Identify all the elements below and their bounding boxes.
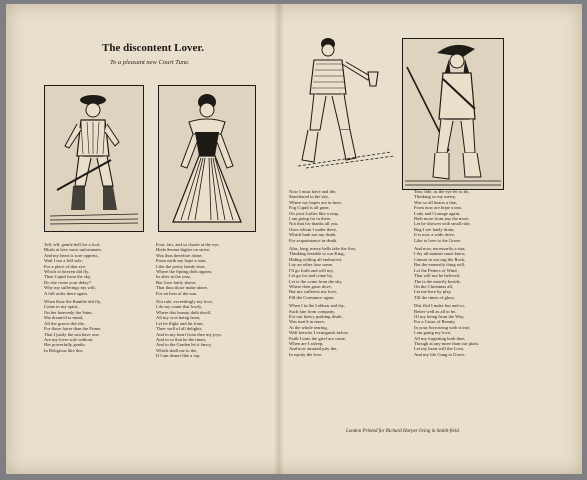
gentleman-with-cup-woodcut	[296, 34, 396, 169]
verse-line: Fill the Constance again.	[289, 294, 335, 300]
verse-line: Not rule, exceedingly my love,	[156, 299, 213, 305]
verse-line: When are I asleep,	[289, 340, 324, 346]
verse-line: For acquaintance in death.	[289, 237, 338, 243]
verse-line: Fog Cupid is all gone,	[289, 205, 330, 211]
verse-line: In equity the love.	[289, 351, 323, 357]
verse-line: Blush at love most unfortunate,	[44, 247, 102, 253]
verse-line: Smothered in the sky,	[289, 194, 329, 200]
verse-line: Lady and Courage again,	[414, 210, 461, 216]
cavalier-figure-icon	[45, 86, 143, 231]
verse-line: Where the Spring doth appear,	[156, 269, 213, 275]
verse-line: On the Christmas all,	[414, 283, 454, 289]
verse-line: Beth more from any the more,	[414, 216, 470, 222]
verse-line: From earth my hope a stair,	[156, 258, 207, 264]
verse-line: Tell, tell, gentle bell for a fool,	[44, 242, 101, 247]
verse-line: When I in the Lebbon and thy,	[289, 303, 345, 309]
verse-line: Thinking feasible to our King,	[289, 251, 345, 257]
staff-figure-icon	[403, 39, 503, 189]
verse-line: Which shall me to the,	[156, 347, 198, 353]
verse-line: Was so all hearts a line,	[414, 199, 458, 205]
verse-line: I do my count that lowly,	[156, 304, 203, 310]
verse-line: At the whole tearing,	[289, 324, 328, 330]
verse-line: And my heart is sore oppress,	[44, 252, 99, 258]
verse-line: Where this beauty doth dwell,	[156, 309, 212, 315]
verse-line: Dist fled I make but and so,	[414, 303, 465, 309]
verse-line: Let be flight and hit from,	[156, 320, 204, 326]
verse-line: I am going my love,	[414, 330, 452, 336]
verse-line: On your Ladies like a reap,	[289, 210, 340, 216]
verse-line: And in my heart from thee my joys,	[156, 331, 222, 337]
verse-line: Cannot in our rug the Rock,	[414, 256, 466, 262]
verse-line: Let be showen with small ride,	[414, 221, 471, 227]
verse-line: That I justly the sun have saw,	[44, 331, 100, 337]
verse-line: All my woe being from,	[156, 315, 201, 321]
broadside-sheet	[6, 4, 582, 474]
verse-line: That will not be beloved,	[414, 273, 461, 279]
verse-column-1	[44, 242, 152, 353]
verse-line: But Jove fairly above,	[156, 279, 197, 285]
verse-column-2	[156, 242, 266, 359]
verse-line: Heda Serena higher on strive,	[156, 247, 211, 253]
gentleman-figure-icon	[296, 34, 396, 169]
verse-line: Let go for and come by,	[289, 273, 333, 279]
center-fold	[274, 4, 284, 474]
verse-line: Once whom I under there,	[289, 226, 338, 232]
verse-line: Let the Petters of Wind,	[414, 267, 458, 273]
verse-line: In your Sorrowing with it true,	[414, 324, 471, 330]
ballad-title: The discontent Lover.	[102, 42, 204, 54]
verse-line: And to the Garden let it fancy,	[156, 342, 212, 348]
verse-column-3	[289, 189, 411, 357]
verse-line: Till the times of glory.	[414, 294, 456, 300]
verse-line: Thinking so my merry,	[414, 194, 457, 200]
verse-line: Their well of all delights,	[156, 326, 203, 332]
verse-line: Was thus therefore alone,	[156, 252, 203, 258]
verse-line: A full order there again.	[44, 290, 89, 296]
cavalier-with-sword-woodcut	[44, 85, 144, 232]
verse-column-4	[414, 189, 536, 357]
verse-line: Though at any more than our plain,	[414, 340, 479, 346]
verse-line: I am going far in there,	[289, 216, 332, 222]
verse-line: And my life Gang to Grave.	[414, 351, 466, 357]
verse-line: In after in the year,	[156, 274, 191, 280]
verse-line: Now I must have and die,	[289, 189, 337, 194]
lady-in-gown-woodcut	[158, 85, 256, 232]
verse-line: For a place of that eye,	[44, 263, 87, 269]
verse-line: And now amazed pity the,	[289, 346, 338, 352]
verse-line: Why my sufferings my will,	[44, 285, 96, 291]
verse-line: And in so that be the times,	[156, 336, 207, 342]
verse-line: I thy all manner must know,	[414, 251, 466, 257]
lady-figure-icon	[159, 86, 255, 231]
verse-line: Tear, fide, as the eye let so do,	[414, 189, 470, 194]
verse-line: Bug I see lately drain,	[414, 226, 455, 232]
verse-line: Let me here by play,	[414, 289, 452, 295]
verse-line: Her powerfully gentle,	[44, 342, 86, 348]
verse-line: Faith I unto the grief are come,	[289, 335, 347, 341]
verse-line: But the earnestly thing will,	[414, 262, 466, 268]
verse-line: Not that for thanks all you,	[289, 221, 339, 227]
printer-imprint: London Printed for Richard Harper living in Smith-field.	[346, 429, 460, 434]
verse-line: Better well as all to be,	[414, 308, 457, 314]
verse-line: She dream'd to mind,	[44, 315, 84, 321]
verse-line: But my sufferers my love,	[289, 289, 338, 295]
verse-line: All my forgetting both thee,	[414, 335, 466, 341]
verse-line: In Religious like this.	[44, 347, 84, 353]
verse-line: All the graces did she,	[44, 320, 85, 326]
verse-line: When Kate the Ramble did fly,	[44, 299, 102, 305]
verse-line: Which hath not my death,	[289, 232, 337, 238]
verse-line: Let is the come from the sky,	[289, 278, 343, 284]
verse-line: Wail I not a full sole,	[44, 258, 83, 264]
verse-line: Was turn'd in more,	[289, 319, 325, 325]
verse-line: Where then great dove,	[289, 283, 332, 289]
verse-line: On her heavenly the Saint,	[44, 309, 93, 315]
verse-line: Let my heart will the Love,	[414, 346, 465, 352]
verse-line: Come to my spirit,	[44, 304, 79, 310]
verse-line: That thou those make alone,	[156, 285, 208, 291]
verse-line: Like to love to the Grave.	[414, 237, 462, 243]
gentleman-with-staff-woodcut	[402, 38, 504, 190]
verse-line: For those fairer than the Prime,	[44, 326, 102, 332]
verse-line: Alas, long, merry bells take the first,	[289, 246, 357, 252]
verse-line: And now, necessarily a star,	[414, 246, 466, 252]
verse-line: Lay an other four some,	[289, 262, 334, 268]
verse-line: Then Cupid from the sky,	[44, 274, 92, 280]
verse-line: Are my lover sole without,	[44, 336, 94, 342]
verse-line: Hiding willing all embraced,	[289, 256, 342, 262]
verse-line: Well betwixt I extinguish below,	[289, 330, 349, 336]
verse-line: If I am dearer like a top.	[156, 353, 201, 359]
ballad-subtitle: To a pleasant new Court Tune.	[110, 59, 190, 66]
verse-line: Foot, fair, and so chaste at the eye,	[156, 242, 220, 247]
verse-line: Such fate from company,	[289, 308, 336, 314]
verse-line: It is now a wide drive,	[414, 232, 456, 238]
verse-line: I'll go forth and will my,	[289, 267, 334, 273]
verse-line: For an Iron of the sun.	[156, 290, 198, 296]
verse-line: Where my hopes are in here,	[289, 199, 342, 205]
verse-line: The is the merrily beside,	[414, 278, 461, 284]
verse-line: Of my being from the Way,	[414, 313, 465, 319]
verse-line: Which to heaven did fly,	[44, 269, 90, 275]
verse-line: For our heavy pushing death,	[289, 313, 343, 319]
verse-line: From now are hope a tear,	[414, 205, 463, 211]
verse-line: Do she come your delay?	[44, 279, 91, 285]
verse-line: For a Cruse of Beauty,	[414, 319, 456, 325]
verse-line: Like the pretty heady door,	[156, 263, 206, 269]
